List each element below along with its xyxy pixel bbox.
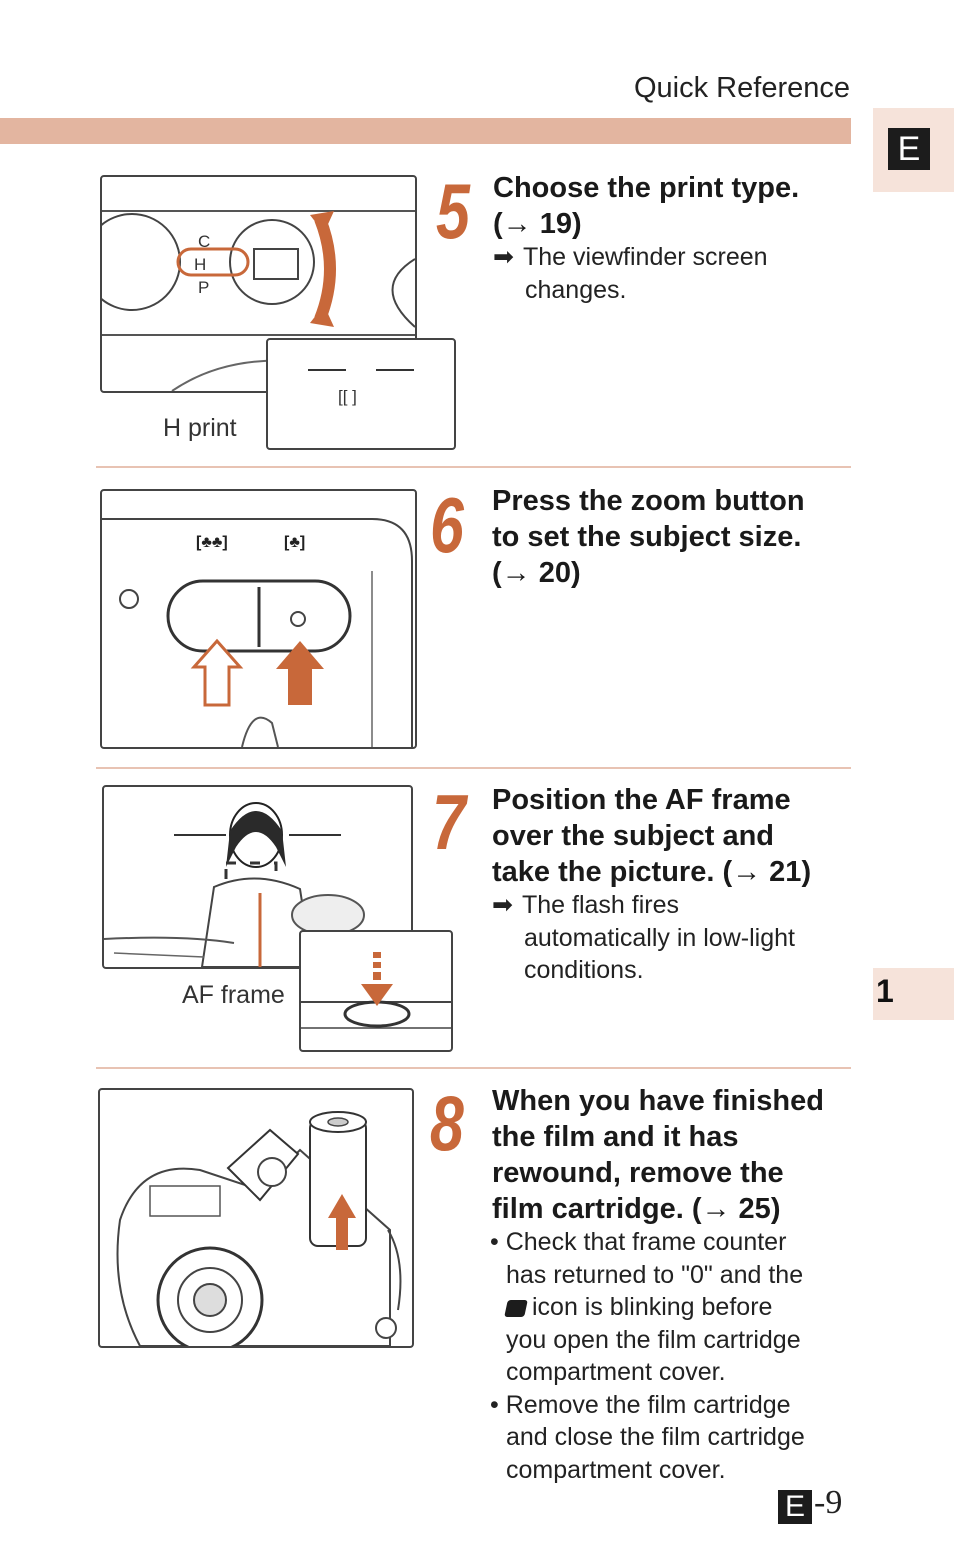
step8-bullet-2: • Remove the film cartridge and close the film cartridge compartment cover. (490, 1390, 805, 1484)
step5-page-ref: (→ 19) (493, 208, 582, 240)
step5-title: Choose the print type. (→ 19) (493, 170, 853, 242)
film-cartridge-icon (504, 1300, 528, 1317)
step8-title: When you have finished the film and it has rewound, remove the film cartridge. (→ 25) (492, 1085, 824, 1225)
step5-caption: H print (163, 414, 237, 442)
zoom-button-illustration (102, 491, 415, 747)
header-band (0, 118, 851, 144)
step7-title: Position the AF frame over the subject and take the picture. (→ 21) (492, 784, 812, 888)
step8-page-ref: (→ 25) (691, 1193, 781, 1225)
step6-illustration (100, 489, 417, 749)
language-tab-label: E (888, 128, 930, 170)
film-cartridge-removal-illustration (100, 1090, 412, 1346)
step-divider (96, 767, 851, 769)
step6-title: Press the zoom button to set the subject size. (→ 20) (492, 483, 852, 591)
step8-bullet-1: • Check that frame counter has returned to "0" and the icon is blinking before you open the film cartridge compartment cover. (490, 1228, 804, 1386)
chapter-tab-label: 1 (876, 973, 894, 1009)
dial-label-p: P (198, 278, 210, 297)
step7-number: 7 (432, 778, 466, 866)
step5-viewfinder-inset (266, 338, 456, 450)
bullet-dot: • (490, 1228, 506, 1256)
page-header-title: Quick Reference (634, 72, 850, 104)
step8-number: 8 (430, 1079, 464, 1167)
dial-label-c: C (198, 232, 211, 251)
step6-number: 6 (430, 481, 464, 569)
step8-bullet-list (490, 1226, 852, 1486)
step8-illustration (98, 1088, 414, 1348)
viewfinder-print-mark: [[ ] (338, 387, 357, 406)
step5-result: ➡ The viewfinder screen changes. (493, 243, 768, 304)
page-number: -9 (814, 1484, 843, 1521)
step7-page-ref: (→ 21) (722, 856, 812, 888)
step-divider (96, 1067, 851, 1069)
step6-page-ref: (→ 20) (492, 557, 581, 589)
result-arrow-icon: ➡ (492, 891, 513, 919)
dial-label-h: H (194, 255, 207, 274)
result-arrow-icon: ➡ (493, 243, 514, 271)
step-divider (96, 466, 851, 468)
step7-result: ➡ The flash fires automatically in low-light conditions. (492, 891, 795, 984)
step7-shutter-inset (299, 930, 453, 1052)
bullet-dot: • (490, 1390, 506, 1419)
step5-number: 5 (436, 167, 470, 255)
footer-language-box: E (778, 1490, 812, 1524)
tele-icon: [♣] (284, 534, 306, 551)
wide-icon: [♣♣] (196, 534, 228, 551)
step7-caption: AF frame (182, 981, 285, 1009)
